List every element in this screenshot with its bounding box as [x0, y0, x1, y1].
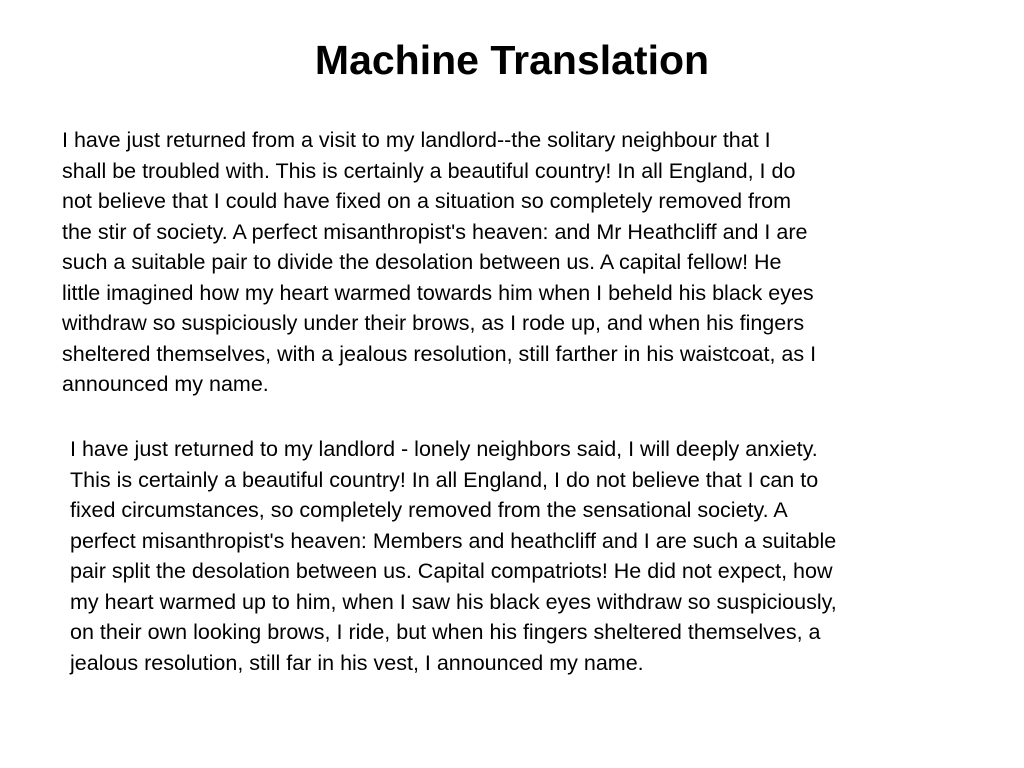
original-text-line: not believe that I could have fixed on a situation so completely removed from	[62, 189, 792, 213]
slide-title: Machine Translation	[314, 37, 710, 83]
original-text-line: shall be troubled with. This is certainly a beautiful country! In all England, I do	[62, 158, 796, 183]
original-text-paragraph	[62, 125, 982, 400]
original-text-line: such a suitable pair to divide the desolation between us. A capital fellow! He	[62, 250, 782, 274]
translated-text-line: jealous resolution, still far in his vest, I announced my name.	[70, 650, 644, 675]
translated-text-line: fixed circumstances, so completely removed from the sensational society. A	[70, 498, 788, 522]
original-text-line: sheltered themselves, with a jealous resolution, still farther in his waistcoat, as I	[62, 341, 817, 366]
translated-text-line: perfect misanthropist's heaven: Members and heathcliff and I are such a suitable	[70, 528, 837, 553]
translated-text-line: I have just returned to my landlord - lonely neighbors said, I will deeply anxiety.	[70, 437, 818, 461]
translated-text-line: This is certainly a beautiful country! In all England, I do not believe that I can to	[70, 467, 819, 492]
translated-text-line: pair split the desolation between us. Capital compatriots! He did not expect, how	[70, 559, 833, 583]
original-text-line: little imagined how my heart warmed towards him when I beheld his black eyes	[62, 280, 814, 305]
original-text-line: the stir of society. A perfect misanthropist's heaven: and Mr Heathcliff and I are	[62, 219, 808, 244]
translated-text-line: my heart warmed up to him, when I saw his black eyes withdraw so suspiciously,	[70, 589, 837, 614]
original-text-line: withdraw so suspiciously under their brows, as I rode up, and when his fingers	[62, 311, 805, 335]
original-text-line: I have just returned from a visit to my landlord--the solitary neighbour that I	[62, 128, 771, 152]
translated-text-line: on their own looking brows, I ride, but when his fingers sheltered themselves, a	[70, 620, 821, 644]
original-text-line: announced my name.	[62, 372, 269, 396]
translated-text-paragraph	[70, 434, 1000, 678]
